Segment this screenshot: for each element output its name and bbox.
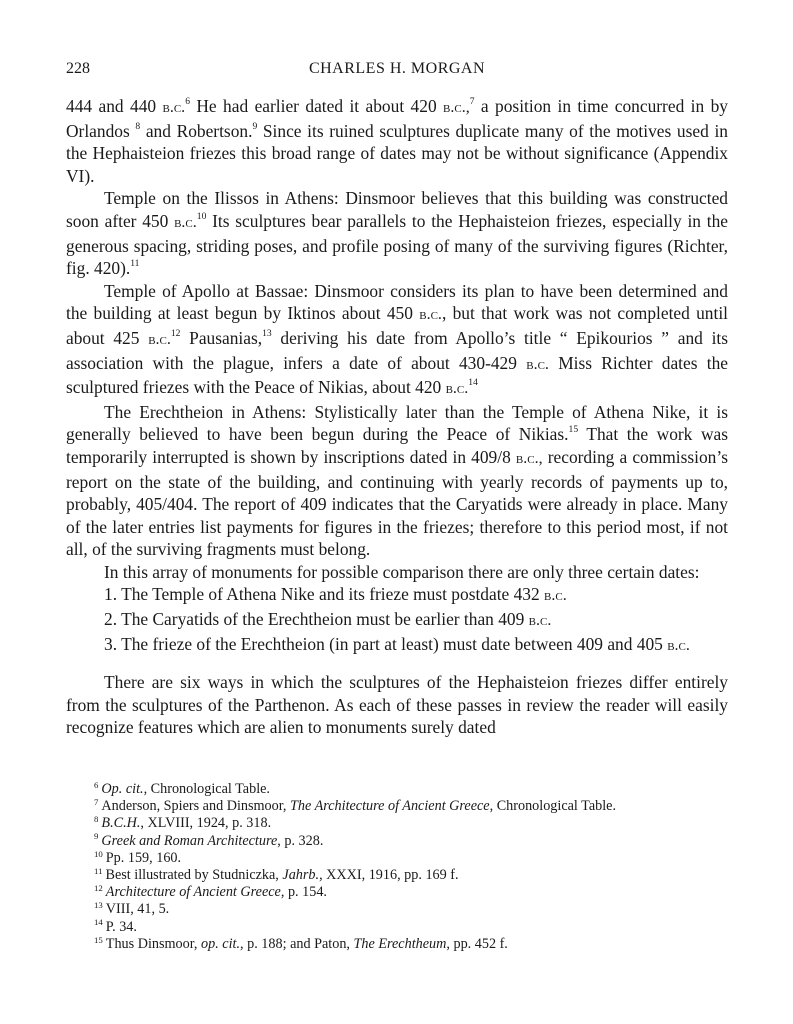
- list-item: 3. The frieze of the Erechtheion (in part at least) must date between 409 and 405 b.c.: [104, 633, 690, 654]
- footnote: $^{13}$ VIII, 41, 5.: [94, 900, 170, 918]
- footnote-ref: 12: [170, 327, 181, 339]
- footnote: $^{12}$ Architecture of Ancient Greece, p. 154.: [94, 882, 327, 901]
- footnote-ref: 14: [468, 377, 478, 388]
- paragraph: In this array of monuments for possible comparison there are only three certain dates:: [104, 561, 700, 582]
- page-header: [66, 60, 728, 84]
- footnote: $^7$ Anderson, Spiers and Dinsmoor, The Architecture of Ancient Greece, Chronological Table.: [94, 796, 617, 815]
- list-item: 1. The Temple of Athena Nike and its frieze must postdate 432 b.c.: [104, 584, 567, 605]
- paragraph: Temple on the Ilissos in Athens: Dinsmoor believes that this building was constructed soon after 450 b.c.$^{10}$ Its sculptures bear parallels to the Hephaisteion friezes, especially in the generous spacing, striding poses, and profile posing of many of the surviving figures (Richter, fig. 420).$^{11}$: [66, 188, 729, 279]
- footnote: $^{10}$ Pp. 159, 160.: [94, 848, 182, 866]
- footnote-ref: 6: [185, 95, 190, 107]
- footnote-ref: 10: [196, 210, 207, 222]
- footnotes: [94, 781, 734, 953]
- footnote-ref: 15: [568, 424, 579, 436]
- footnote: $^{15}$ Thus Dinsmoor, op. cit., p. 188; and Paton, The Erechtheum, pp. 452 f.: [94, 934, 508, 952]
- paragraph: Temple of Apollo at Bassae: Dinsmoor considers its plan to have been determined and the building at least begun by Iktinos about 450 b.c., but that work was not completed until about 425 b.c.$^{12}$ Pausanias,$^{13}$ deriving his date from Apollo’s title “ Epikourios ” and its association with the plague, infers a date of about 430-429 b.c. Miss Richter dates the sculptured friezes with the Peace of Nikias, about 420 b.c.$^{14}$: [66, 280, 729, 398]
- running-head: CHARLES H. MORGAN: [308, 60, 486, 77]
- footnote-ref: 13: [262, 327, 272, 339]
- footnote-ref: 7: [469, 95, 475, 107]
- paragraph: The Erechtheion in Athens: Stylistically later than the Temple of Athena Nike, it is generally believed to have been begun during the Peace of Nikias.$^{15}$ That the work was temporarily interrupted is shown by inscriptions dated in 409/8 b.c., recording a commission’s report on the state of the building, and continuing with yearly records of payments up to, probably, 405/404. The report of 409 indicates that the Caryatids were already in place. Many of the later entries list payments for figures in the friezes; therefore to this period most, if not all, of the surviving fragments must belong.: [66, 401, 728, 560]
- paragraph: 444 and 440 b.c.$^6$ He had earlier dated it about 420 b.c.,$^7$ a position in time concurred in by Orlandos $^8$ and Robertson.$^9$ Since its ruined sculptures duplicate many of the motives used in the Hephaisteion friezes this broad range of dates may not be without significance (Appendix VI).: [66, 95, 728, 186]
- body-text: [66, 95, 728, 739]
- footnote-ref: 9: [252, 120, 258, 132]
- footnote: $^{11}$ Best illustrated by Studniczka, Jahrb., XXXI, 1916, pp. 169 f.: [94, 865, 459, 884]
- footnote: $^6$ Op. cit., Chronological Table.: [94, 779, 270, 797]
- footnote: $^8$ B.C.H., XLVIII, 1924, p. 318.: [94, 814, 272, 832]
- footnote-ref: 11: [130, 258, 140, 270]
- page-number: 228: [66, 60, 90, 77]
- paragraph: There are six ways in which the sculptures of the Hephaisteion friezes differ entirely from the sculptures of the Parthenon. As each of these passes in review the reader will easily recognize features which are alien to monuments surely dated: [66, 672, 728, 738]
- list-item: 2. The Caryatids of the Erechtheion must be earlier than 409 b.c.: [104, 609, 552, 630]
- footnote: $^9$ Greek and Roman Architecture, p. 328.: [94, 831, 324, 849]
- dates-list: [66, 583, 728, 657]
- footnote: $^{14}$ P. 34.: [94, 917, 137, 935]
- footnote-ref: 8: [135, 120, 141, 132]
